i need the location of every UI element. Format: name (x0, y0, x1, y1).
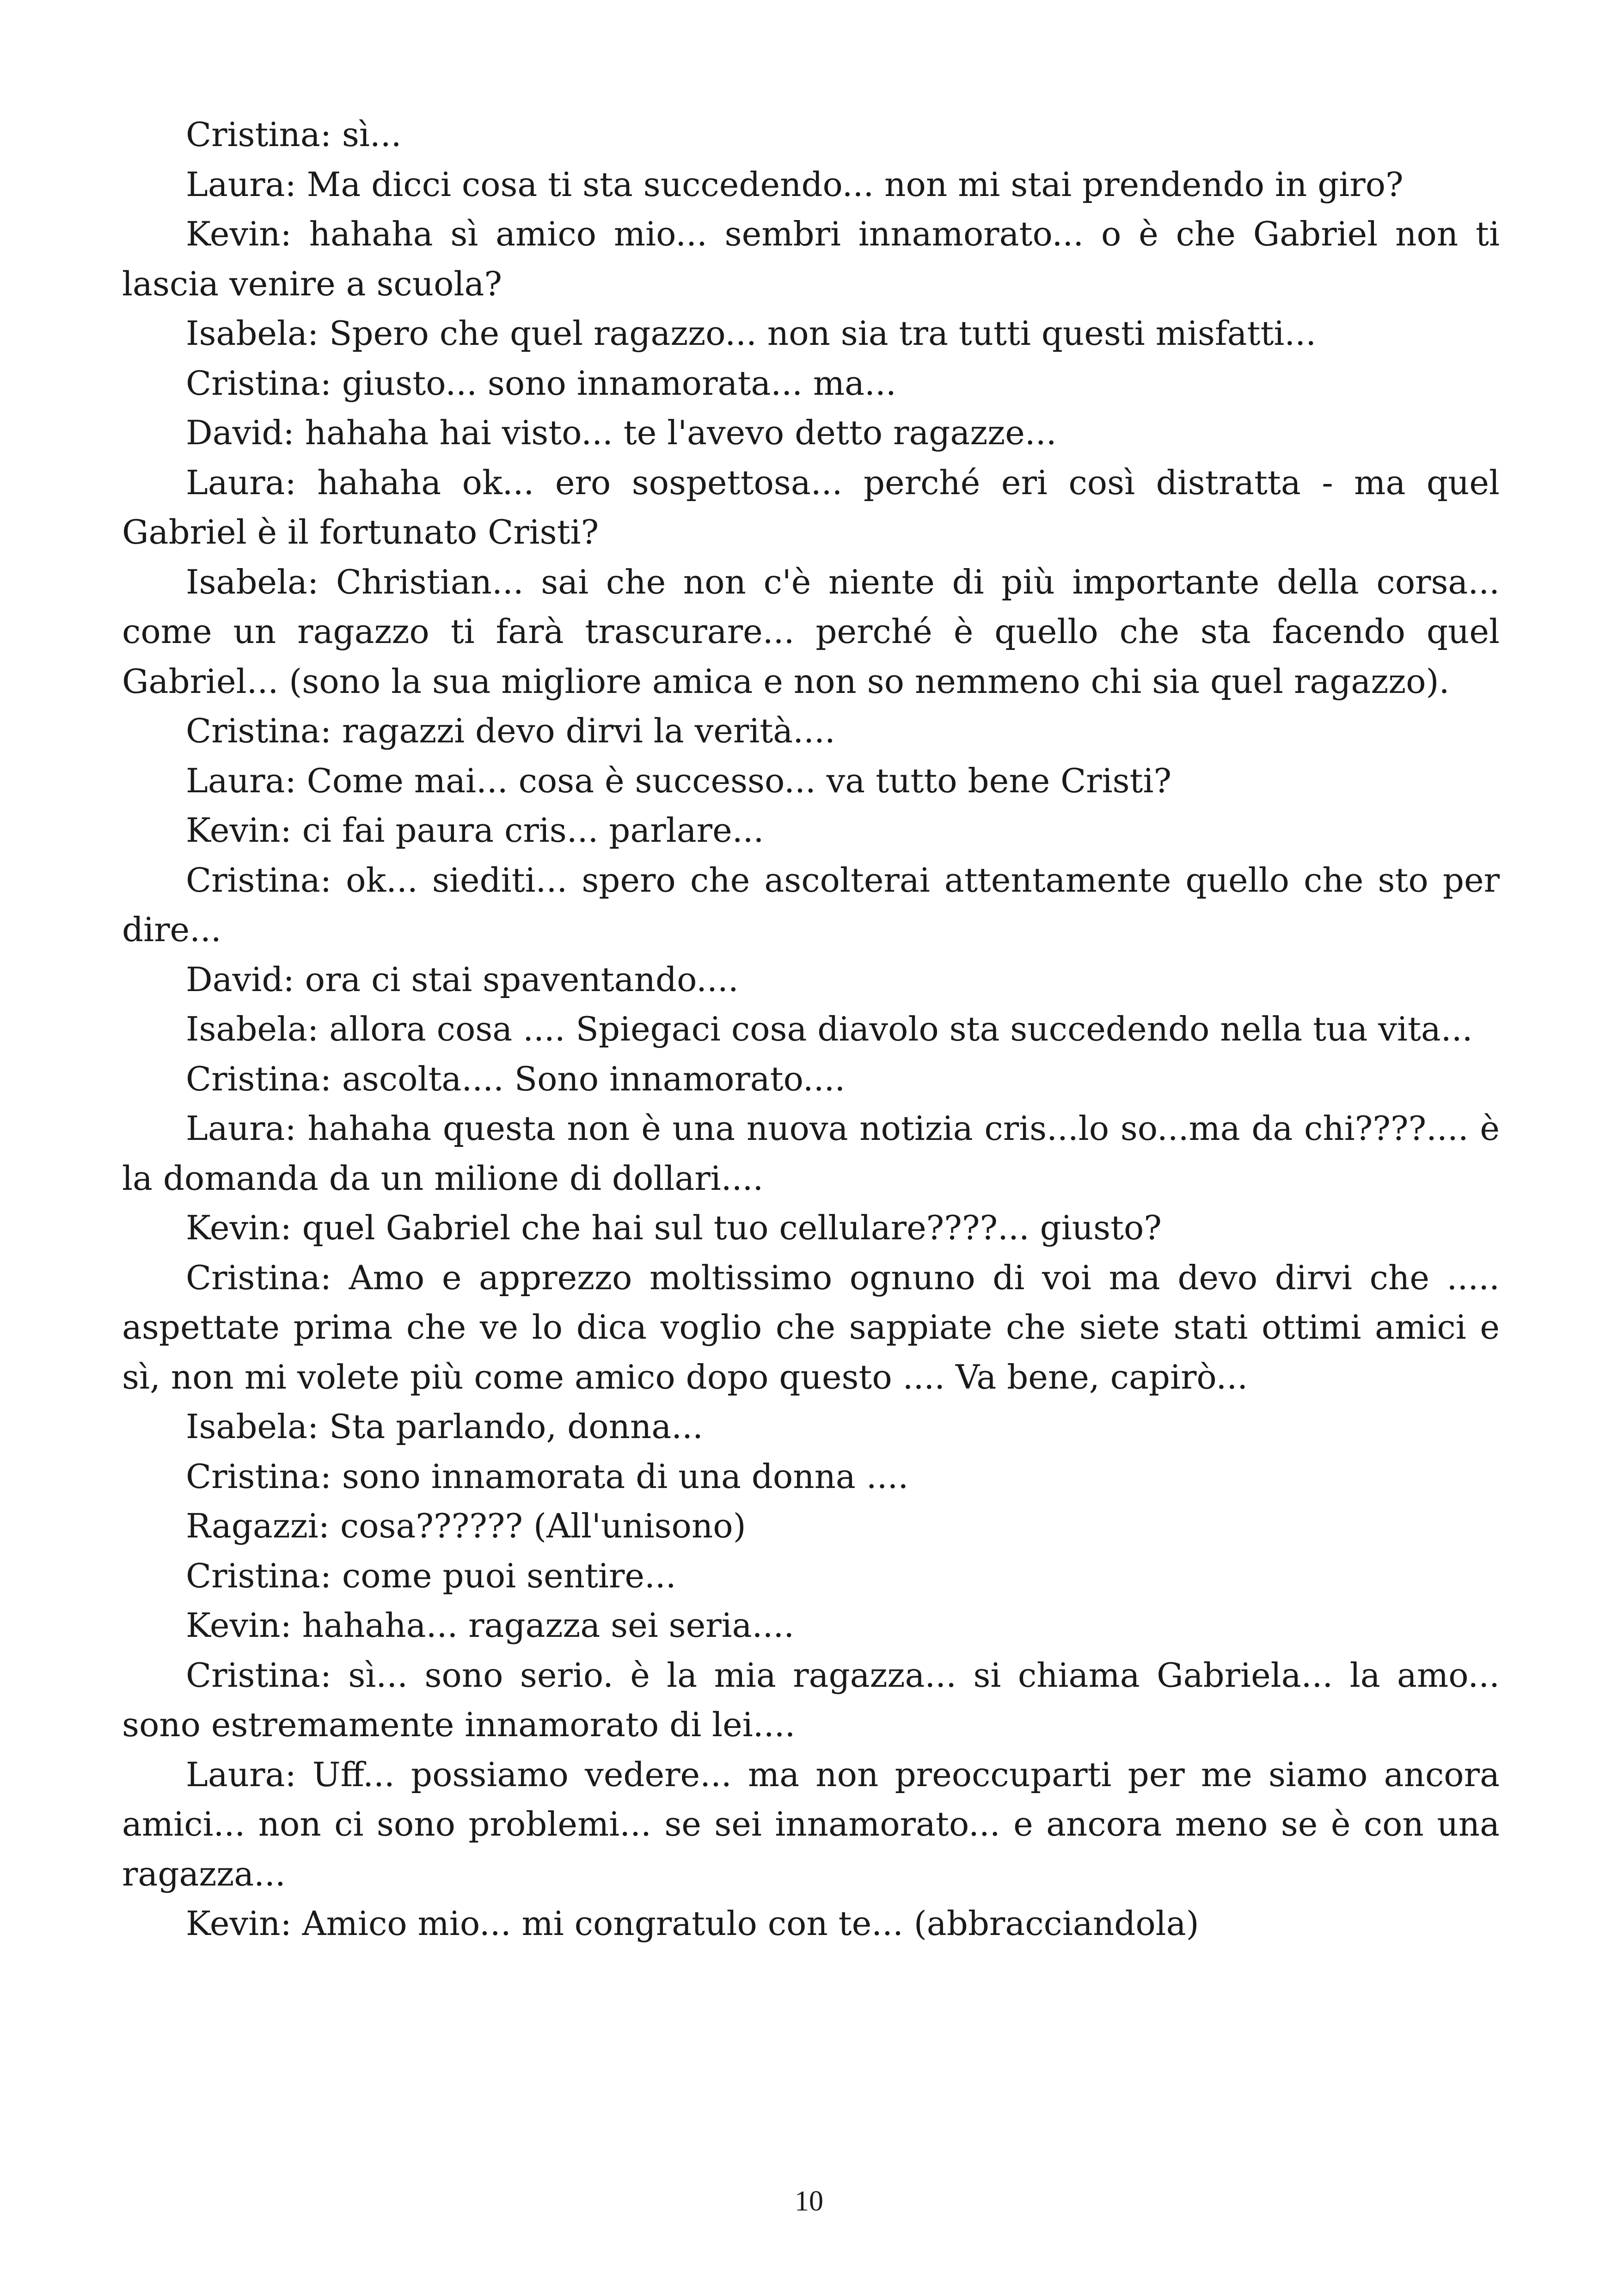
dialogue-line: Cristina: ok... siediti... spero che ascolterai attentamente quello che sto per dire... (122, 860, 1500, 949)
dialogue-line: Laura: Come mai... cosa è successo... va tutto bene Cristi? (186, 761, 1172, 800)
dialogue-line: Isabela: Spero che quel ragazzo... non sia tra tutti questi misfatti... (186, 314, 1317, 353)
dialogue-line: Cristina: giusto... sono innamorata... ma... (186, 363, 896, 403)
dialogue-line: Isabela: allora cosa .... Spiegaci cosa diavolo sta succedendo nella tua vita... (186, 1010, 1473, 1048)
dialogue-line: Cristina: sì... (186, 115, 402, 154)
dialogue-line: Isabela: Sta parlando, donna... (186, 1407, 703, 1446)
dialogue-line: Cristina: sono innamorata di una donna .... (186, 1457, 909, 1496)
dialogue-line: Laura: hahaha ok... ero sospettosa... perché eri così distratta - ma quel Gabriel è il fortunato Cristi? (122, 463, 1500, 551)
dialogue-line: Cristina: ascolta.... Sono innamorato.... (186, 1059, 846, 1098)
page-number: 10 (795, 2186, 823, 2217)
dialogue-line: Kevin: hahaha sì amico mio... sembri innamorato... o è che Gabriel non ti lascia venire a scuola? (122, 214, 1500, 303)
dialogue-line: Kevin: Amico mio... mi congratulo con te... (abbracciandola) (186, 1904, 1199, 1943)
dialogue-line: Cristina: Amo e apprezzo moltissimo ognuno di voi ma devo dirvi che ..... aspettate prima che ve lo dica voglio che sappiate che siete stati ottimi amici e sì, non mi volete più come amico dopo questo .... Va bene, capirò... (122, 1258, 1500, 1396)
dialogue-line: Isabela: Christian... sai che non c'è niente di più importante della corsa... come un ragazzo ti farà trascurare... perché è quello che sta facendo quel Gabriel... (sono la sua migliore amica e non so nemmeno chi sia quel ragazzo). (122, 562, 1500, 701)
dialogue-line: Cristina: ragazzi devo dirvi la verità.... (186, 711, 835, 750)
dialogue-line: Laura: Ma dicci cosa ti sta succedendo... non mi stai prendendo in giro? (186, 165, 1403, 204)
dialogue-line: Kevin: hahaha... ragazza sei seria.... (186, 1606, 795, 1645)
dialogue-line: Cristina: come puoi sentire... (186, 1556, 676, 1595)
dialogue-line: Laura: hahaha questa non è una nuova notizia cris...lo so...ma da chi????.... è la domanda da un milione di dollari.... (122, 1109, 1500, 1198)
dialogue-line: Cristina: sì... sono serio. è la mia ragazza... si chiama Gabriela... la amo... sono estremamente innamorato di lei.... (122, 1655, 1500, 1744)
dialogue-text (122, 110, 1500, 1949)
dialogue-line: David: hahaha hai visto... te l'avevo detto ragazze... (186, 413, 1057, 452)
dialogue-line: Kevin: quel Gabriel che hai sul tuo cellulare????... giusto? (186, 1208, 1162, 1247)
dialogue-line: David: ora ci stai spaventando.... (186, 960, 739, 999)
dialogue-line: Ragazzi: cosa?????? (All'unisono) (186, 1506, 746, 1545)
dialogue-line: Laura: Uff... possiamo vedere... ma non preoccuparti per me siamo ancora amici... non ci sono problemi... se sei innamorato... e ancora meno se è con una ragazza... (122, 1755, 1500, 1893)
dialogue-line: Kevin: ci fai paura cris... parlare... (186, 811, 764, 850)
